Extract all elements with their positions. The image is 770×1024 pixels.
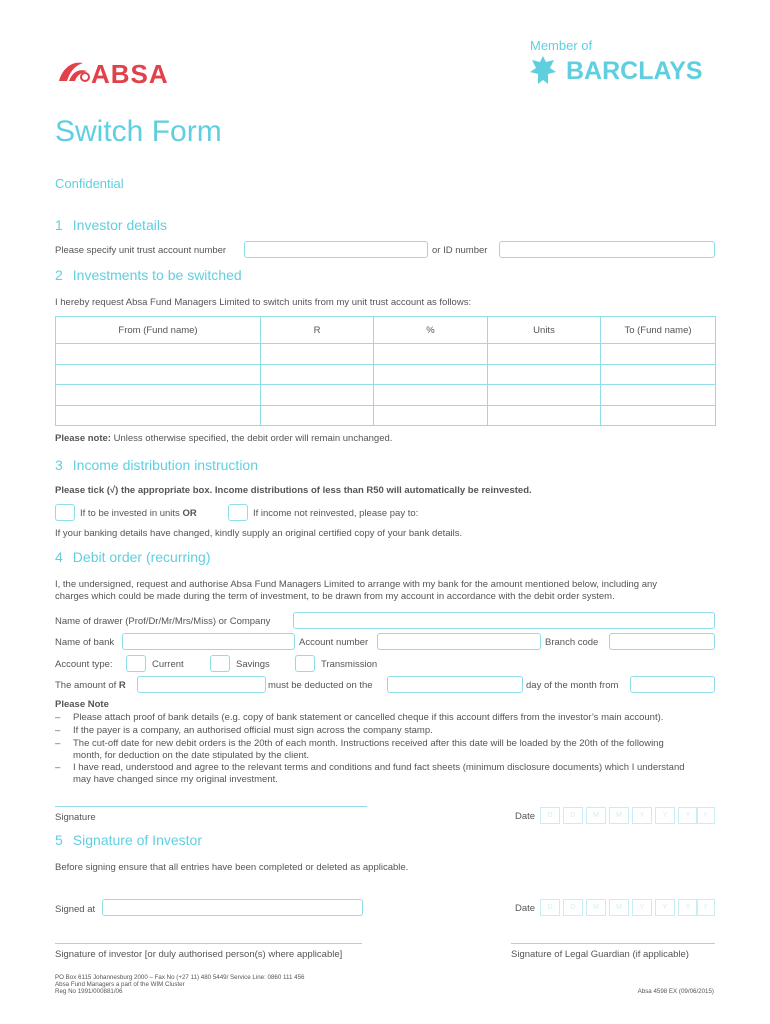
absa-logo — [55, 57, 205, 87]
barclays-wordmark: BARCLAYS — [566, 57, 703, 85]
invest-in-units-checkbox[interactable] — [55, 504, 75, 521]
account-number-label-debit: Account number — [299, 637, 369, 648]
amount-text: The amount of — [55, 680, 119, 691]
guardian-signature-label: Signature of Legal Guardian (if applicable) — [511, 949, 689, 960]
table-cell[interactable] — [488, 364, 601, 385]
drawer-name-field[interactable] — [293, 612, 715, 629]
date-box-day[interactable]: D — [540, 807, 560, 824]
table-row — [56, 385, 716, 406]
table-row — [56, 405, 716, 426]
section-title: Investor details — [72, 217, 167, 233]
date-label: Date — [515, 811, 536, 822]
barclays-logo — [528, 54, 718, 88]
rand-symbol: R — [118, 680, 126, 691]
savings-label: Savings — [236, 659, 270, 670]
table-cell[interactable] — [261, 344, 374, 365]
drawer-name-label: Name of drawer (Prof/Dr/Mr/Mrs/Miss) or Company — [55, 616, 271, 627]
section-number: 3 — [55, 457, 63, 473]
date-label: Date — [515, 903, 536, 914]
table-row — [56, 344, 716, 365]
debit-intro-line2: charges which could be made during the term of investment, to be drawn from my account in accordance with the debit order system. — [55, 591, 615, 602]
absa-wordmark: ABSA — [91, 59, 169, 89]
table-cell[interactable] — [261, 385, 374, 406]
date-box-month[interactable]: M — [586, 899, 606, 916]
table-cell[interactable] — [488, 344, 601, 365]
signed-at-field[interactable] — [102, 899, 363, 916]
section-title: Debit order (recurring) — [72, 549, 211, 565]
signature-label: Signature — [55, 812, 96, 823]
date-box-month[interactable]: M — [609, 899, 629, 916]
switch-intro: I hereby request Absa Fund Managers Limited to switch units from my unit trust account as follows: — [55, 297, 472, 308]
section-title: Signature of Investor — [72, 832, 202, 848]
table-cell[interactable] — [374, 344, 488, 365]
section-number: 4 — [55, 549, 63, 565]
date-box-month[interactable]: M — [609, 807, 629, 824]
section-4-heading — [55, 549, 211, 565]
current-checkbox[interactable] — [126, 655, 146, 672]
table-cell[interactable] — [56, 385, 261, 406]
note-bullet-3 — [55, 738, 664, 749]
deducted-label: must be deducted on the — [268, 680, 373, 691]
table-cell[interactable] — [488, 385, 601, 406]
section-number: 2 — [55, 267, 63, 283]
or-label: OR — [182, 508, 197, 519]
dash: – — [55, 725, 61, 736]
col-to-fund: To (Fund name) — [601, 317, 716, 344]
before-signing-note: Before signing ensure that all entries have been completed or deleted as applicable. — [55, 862, 409, 873]
table-cell[interactable] — [601, 364, 716, 385]
note-text: Unless otherwise specified, the debit order will remain unchanged. — [110, 433, 393, 444]
note-text: If the payer is a company, an authorised official must sign across the company stamp. — [73, 725, 433, 736]
debit-order-note — [55, 433, 392, 444]
transmission-checkbox[interactable] — [295, 655, 315, 672]
bank-name-label: Name of bank — [55, 637, 115, 648]
transmission-label: Transmission — [321, 659, 378, 670]
investor-signature-label: Signature of investor [or duly authorised person(s) where applicable] — [55, 949, 343, 960]
note-bullet-4-cont: may have changed since my original investment. — [73, 774, 278, 785]
section-5-heading — [55, 832, 202, 848]
id-number-label: or ID number — [432, 245, 488, 256]
form-reference: Absa 4598 EX (09/06/2015) — [637, 988, 714, 995]
table-cell[interactable] — [374, 405, 488, 426]
bank-details-note: If your banking details have changed, kindly supply an original certified copy of your bank details. — [55, 528, 463, 539]
footer-reg-no: Reg No 1991/000881/06 — [55, 988, 123, 995]
account-number-field-debit[interactable] — [377, 633, 541, 650]
section-title: Income distribution instruction — [72, 457, 258, 473]
table-cell[interactable] — [261, 405, 374, 426]
confidential-label: Confidential — [55, 176, 124, 191]
table-cell[interactable] — [374, 364, 488, 385]
table-cell[interactable] — [56, 344, 261, 365]
note-bullet-2 — [55, 725, 433, 736]
note-bullet-4 — [55, 762, 685, 773]
note-text: The cut-off date for new debit orders is the 20th of each month. Instructions received after this date will be loaded by the 20th of the following — [73, 738, 664, 749]
table-cell[interactable] — [488, 405, 601, 426]
signed-at-label: Signed at — [55, 904, 96, 915]
note-label: Please note: — [55, 433, 111, 444]
tick-instruction: Please tick (√) the appropriate box. Income distributions of less than R50 will automatically be reinvested. — [55, 485, 532, 496]
amount-field[interactable] — [137, 676, 266, 693]
branch-code-label: Branch code — [545, 637, 599, 648]
section-2-heading — [55, 267, 242, 283]
savings-checkbox[interactable] — [210, 655, 230, 672]
date-box-year[interactable]: Y — [655, 807, 675, 824]
deduction-day-field[interactable] — [387, 676, 523, 693]
section-3-heading — [55, 457, 258, 473]
dash: – — [55, 712, 61, 723]
table-cell[interactable] — [56, 364, 261, 385]
option-text: If to be invested in units — [80, 508, 183, 519]
footer-cluster: Absa Fund Managers a part of the WIM Cluster — [55, 981, 185, 988]
day-of-month-label: day of the month from — [526, 680, 619, 691]
date-box-year[interactable]: Y — [696, 807, 715, 824]
date-box-year[interactable]: Y — [678, 807, 698, 824]
pay-out-label: If income not reinvested, please pay to: — [253, 508, 419, 519]
table-row — [56, 364, 716, 385]
pay-out-checkbox[interactable] — [228, 504, 248, 521]
investor-signature-line[interactable] — [55, 943, 362, 944]
eagle-icon — [528, 54, 558, 86]
section-title: Investments to be switched — [72, 267, 242, 283]
account-type-label: Account type: — [55, 659, 113, 670]
table-cell[interactable] — [374, 385, 488, 406]
table-header-row — [56, 317, 716, 344]
note-text: I have read, understood and agree to the relevant terms and conditions and fund fact sheets (minimum disclosure documents) which I understand — [73, 762, 685, 773]
col-units: Units — [488, 317, 601, 344]
dash: – — [55, 738, 61, 749]
section-1-heading — [55, 217, 167, 233]
note-text: Please attach proof of bank details (e.g. copy of bank statement or cancelled cheque if this account differs from the investor’s main account). — [73, 712, 664, 723]
table-cell[interactable] — [261, 364, 374, 385]
col-from-fund: From (Fund name) — [56, 317, 261, 344]
amount-label — [55, 680, 126, 691]
date-box-year[interactable]: Y — [632, 807, 652, 824]
date-box-day[interactable]: D — [540, 899, 560, 916]
dash: – — [55, 762, 61, 773]
current-label: Current — [152, 659, 184, 670]
id-number-field[interactable] — [499, 241, 715, 258]
bank-name-field[interactable] — [122, 633, 295, 650]
table-cell[interactable] — [601, 405, 716, 426]
col-rand: R — [261, 317, 374, 344]
date-box-year[interactable]: Y — [696, 899, 715, 916]
guardian-signature-line[interactable] — [511, 943, 715, 944]
table-cell[interactable] — [601, 385, 716, 406]
footer-address: PO Box 6115 Johannesburg 2000 – Fax No (+27 11) 480 5449/ Service Line: 0860 111 456 — [55, 974, 305, 981]
date-box-day[interactable]: D — [563, 807, 583, 824]
section-number: 5 — [55, 832, 63, 848]
investments-table — [55, 316, 716, 426]
please-note-title: Please Note — [55, 699, 109, 710]
absa-logo-icon — [55, 57, 95, 85]
table-cell[interactable] — [56, 405, 261, 426]
account-number-label: Please specify unit trust account number — [55, 245, 227, 256]
page-title: Switch Form — [55, 115, 222, 148]
section-number: 1 — [55, 217, 63, 233]
col-percent: % — [374, 317, 488, 344]
invest-in-units-label — [80, 508, 197, 519]
start-month-field[interactable] — [630, 676, 715, 693]
date-box-month[interactable]: M — [586, 807, 606, 824]
debit-signature-line[interactable] — [55, 806, 367, 807]
date-box-day[interactable]: D — [563, 899, 583, 916]
debit-intro-line1: I, the undersigned, request and authorise Absa Fund Managers Limited to arrange with my bank for the amount mentioned below, including any — [55, 579, 658, 590]
date-box-year[interactable]: Y — [655, 899, 675, 916]
account-number-field[interactable] — [244, 241, 428, 258]
table-cell[interactable] — [601, 344, 716, 365]
member-of-label: Member of — [530, 38, 593, 53]
note-bullet-3-cont: month, for deduction on the date stipulated by the client. — [73, 750, 310, 761]
date-box-year[interactable]: Y — [678, 899, 698, 916]
date-box-year[interactable]: Y — [632, 899, 652, 916]
note-bullet-1 — [55, 712, 664, 723]
branch-code-field[interactable] — [609, 633, 715, 650]
